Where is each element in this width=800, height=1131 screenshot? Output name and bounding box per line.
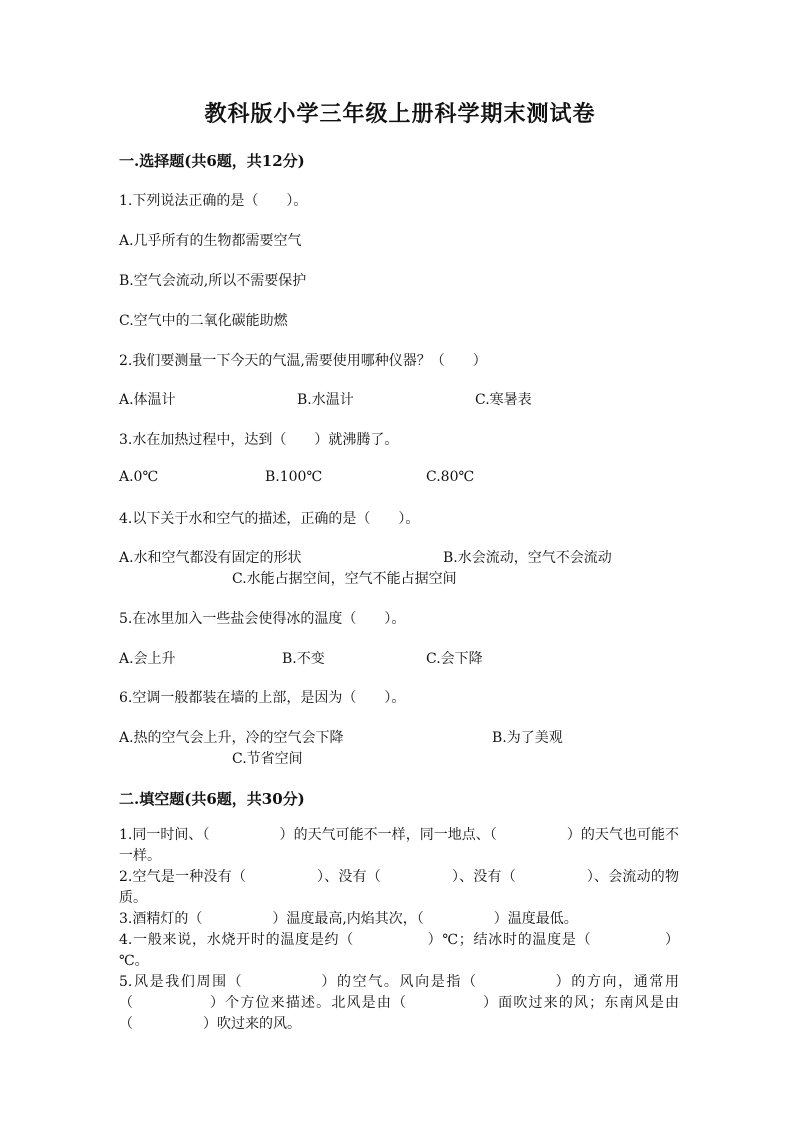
fill-item-2: 2.空气是一种没有（ ）、没有（ ）、没有（ ）、会流动的物质。 xyxy=(119,869,679,906)
fill-item-3: 3.酒精灯的（ ）温度最高,内焰其次，（ ）温度最低。 xyxy=(119,911,578,927)
question-6-option-c: C.节省空间 xyxy=(232,751,303,767)
fill-item-4: 4.一般来说，水烧开时的温度是约（ ）℃；结冰时的温度是（ ）℃。 xyxy=(119,932,679,969)
question-5-option-b: B.不变 xyxy=(282,651,325,667)
exam-title: 教科版小学三年级上册科学期末测试卷 xyxy=(204,101,596,127)
section-heading-fill: 二.填空题(共6题，共30分) xyxy=(119,790,305,808)
question-3-stem: 3.水在加热过程中，达到（ ）就沸腾了。 xyxy=(119,432,399,448)
question-2-option-c: C.寒暑表 xyxy=(475,392,532,408)
question-2-option-b: B.水温计 xyxy=(297,392,354,408)
question-6-option-b: B.为了美观 xyxy=(492,730,563,746)
fill-item-1: 1.同一时间、（ ）的天气可能不一样，同一地点、（ ）的天气也可能不一样。 xyxy=(119,827,679,864)
question-6-option-a: A.热的空气会上升，冷的空气会下降 xyxy=(119,730,344,746)
question-1-option-c: C.空气中的二氧化碳能助燃 xyxy=(119,313,288,329)
section-heading-choice: 一.选择题(共6题，共12分) xyxy=(119,152,305,170)
question-1-stem: 1.下列说法正确的是（ ）。 xyxy=(119,193,308,209)
question-4-option-b: B.水会流动，空气不会流动 xyxy=(443,550,612,566)
question-1-option-a: A.几乎所有的生物都需要空气 xyxy=(119,233,302,249)
question-3-option-b: B.100℃ xyxy=(265,469,323,485)
question-5-stem: 5.在冰里加入一些盐会使得冰的温度（ ）。 xyxy=(119,611,406,627)
question-5-option-a: A.会上升 xyxy=(119,651,176,667)
question-4-option-c: C.水能占据空间，空气不能占据空间 xyxy=(232,571,457,587)
question-4-option-a: A.水和空气都没有固定的形状 xyxy=(119,550,302,566)
question-4-stem: 4.以下关于水和空气的描述，正确的是（ ）。 xyxy=(119,511,420,527)
question-5-option-c: C.会下降 xyxy=(426,651,483,667)
question-3-option-c: C.80℃ xyxy=(426,469,475,485)
question-6-stem: 6.空调一般都装在墙的上部，是因为（ ）。 xyxy=(119,690,406,706)
fill-item-5: 5.风是我们周围（ ）的空气。风向是指（ ）的方向，通常用（ ）个方位来描述。北风是由（ ）面吹过来的风；东南风是由（ ）吹过来的风。 xyxy=(119,974,679,1032)
question-1-option-b: B.空气会流动,所以不需要保护 xyxy=(119,273,307,289)
question-2-option-a: A.体温计 xyxy=(119,392,176,408)
question-2-stem: 2.我们要测量一下今天的气温,需要使用哪种仪器？（ ） xyxy=(119,353,487,369)
question-3-option-a: A.0℃ xyxy=(119,469,159,485)
